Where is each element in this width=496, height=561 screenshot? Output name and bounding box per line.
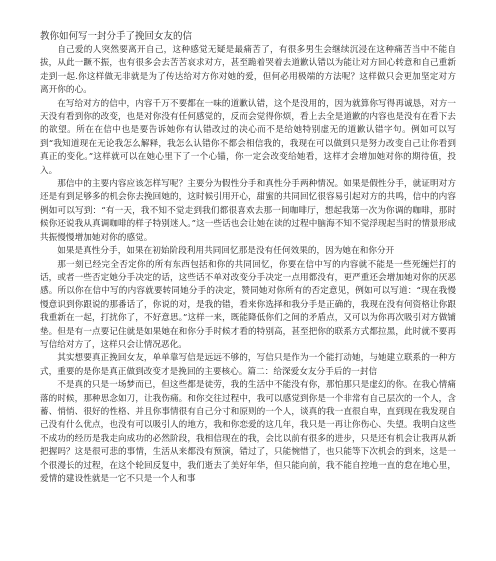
paragraph-5: 那一刻已经完全否定你的所有东西包括和你的共同回忆，你要在信中写的内容就不能是一些死缠烂打的话，或者一些否定她分手决定的话，这些话不单对改变分手决定一点用都没有，更严重还会增加她对你的厌恶感。所以你在信中写的内容就要转同她分手的决定，赞同她对你所有的否定意见，例如可以写道：“现在我慢慢意识到你跟说的那番话了，你说的对，是我的错，看来你选择和我分手是正确的，我现在没有何资格让你跟我重新在一起，打扰你了，不好意思。”这样一来，既能降低你们之间的矛盾点，又可以为你再次吸引对方做铺垫。但是有一点要记住就是如果她在和你分手时候才看的特别高，甚至把你的联系方式都拉黑，此时就不要再写信给对方了，这样只会让情况恶化。 [40,259,456,350]
paragraph-2: 在写给对方的信中，内容千万不要都在一味的道歉认错，这个是没用的，因为就算你写得再诚恳，对方一天没有看到你的改变，也是对你没有任何感觉的，反而会觉得你烦，看上去全是道歉的内容也是没有在看下去的欲望。所在在信中也是要告诉她你有认错改过的决心而不是给她特别虚无的道歉认错字句。例如可以写到“我知道现在无论我怎么解释，我怎么认错你不都会相信我的，我现在可以做到只是努力改变自己让你看到真正的变化。”这样就可以在她心里下了一个心锚，你一定会改变给她看，这样才会增加她对你的期待值，投入。 [40,98,456,176]
paragraph-7: 不是真的只是一场梦而已，但这些都是徒劳，我的生活中不能没有你，那怕那只是虚幻的你。在我心情痛落的时候，那种思念如刀，让我伤痛。和你交往过程中，我可以感觉到你是一个非常有自己层次的一个人，含蓄、悄悄、很好的性格、并且你事情很有自己分寸和原则的一个人，谈真的我一直很自卑，直到现在我发现自己没有什么优点，也没有可以吸引人的地方，我和你恋爱的这几年，我只是一再让你伤心、失望。我明白这些不成功的经历是我走向成功的必然阶段，我相信现在的我，会比以前有很多的进步，只是还有机会让我再从新把握吗？这是很可悲的事情，生活从来都没有预演，错过了，只能惋惜了，也只能等下次机会的到来，这是一个很漫长的过程，在这个轮回反复中，我们逝去了美好年华，但只能向前，我不能自控地一直的怠在地心里，爱情的建设性就是一它不只是一个人和事 [40,380,456,484]
paragraph-6: 其实想要真正挽回女友，单单靠写信是远远不够的，写信只是作为一个能打动她，与她建立联系的一种方式，重要的是你是真正做到改变才是挽回的主要核心。篇二：给深爱女友分手后的一封信 [40,353,456,377]
document-title: 教你如何写一封分手了挽回女友的信 [40,31,193,42]
paragraph-1: 自己爱的人突然要离开自己，这种感觉无疑是最痛苦了，有很多男生会继续沉浸在这种痛苦当中不能自拔，从此一蹶不振，也有很多会去苦苦哀求对方，甚至跪着哭着去道歉认错以为能让对方回心转意和自己重新走到一起.你这样做无非就是为了传达给对方你对她的爱，但何必用极端的方法呢？这样做只会更加坚定对方离开你的心。 [40,45,456,96]
paragraph-3: 那信中的主要内容应该怎样写呢？主要分为假性分手和真性分手两种情况。如果是假性分手，就证明对方还是有到足够多的机会你去挽回她的，这时候引用开心，甜蜜的共同回忆很容易引起对方的共鸣，信中的内容例如可以写到：“有一天，我不知不觉走到我们都很喜欢去那一间咖啡厅，想起我第一次为你调的咖啡，那时候你还说我从真调咖啡的样子特别迷人。”这一些话也会让她在读的过程中脑海不知不觉浮现起当时的情景形成共振慢慢增加她对你的感觉。 [40,179,456,243]
paragraph-4: 如果是真性分手，如果在初始阶段利用共同回忆那是没有任何效果的，因为她在和你分开 [57,246,395,257]
